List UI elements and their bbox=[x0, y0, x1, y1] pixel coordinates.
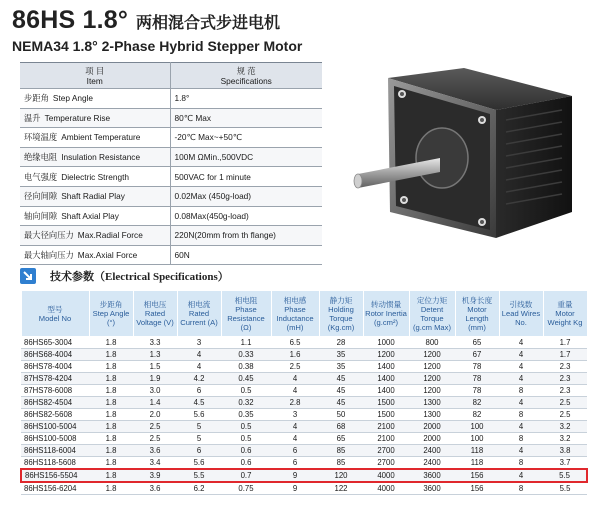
value-cell: 3.0 bbox=[133, 385, 177, 397]
electrical-spec-table bbox=[20, 290, 588, 495]
value-cell: 1.8 bbox=[89, 409, 133, 421]
item-header-en: Item bbox=[86, 75, 103, 86]
column-header bbox=[221, 291, 271, 337]
value-cell: 4 bbox=[271, 373, 319, 385]
value-cell: 85 bbox=[319, 457, 363, 470]
item-header bbox=[20, 63, 170, 89]
model-cell: 86HS156-5504 bbox=[21, 469, 89, 482]
value-cell: 2.5 bbox=[133, 421, 177, 433]
column-header bbox=[133, 291, 177, 337]
column-header bbox=[455, 291, 499, 337]
value-cell: 2100 bbox=[363, 421, 409, 433]
column-header-cn: 重量 bbox=[557, 300, 573, 309]
column-header-cn: 相电流 bbox=[187, 300, 211, 309]
value-cell: 65 bbox=[319, 433, 363, 445]
column-header bbox=[409, 291, 455, 337]
spec-item-en: Temperature Rise bbox=[44, 112, 111, 123]
section-title bbox=[50, 268, 229, 284]
value-cell: 4 bbox=[499, 397, 543, 409]
table-row bbox=[21, 385, 587, 397]
value-cell: 5.6 bbox=[177, 409, 221, 421]
value-cell: 0.45 bbox=[221, 373, 271, 385]
value-cell: 28 bbox=[319, 337, 363, 349]
value-cell: 1500 bbox=[363, 397, 409, 409]
model-cell: 86HS68-4004 bbox=[21, 349, 89, 361]
value-cell: 1400 bbox=[363, 373, 409, 385]
stepper-motor-image bbox=[336, 62, 588, 258]
value-cell: 122 bbox=[319, 482, 363, 495]
model-cell: 86HS100-5008 bbox=[21, 433, 89, 445]
column-header-en: Step Angle (°) bbox=[92, 309, 130, 327]
column-header-cn: 型号 bbox=[47, 304, 63, 314]
value-cell: 1.6 bbox=[271, 349, 319, 361]
spec-item bbox=[20, 108, 170, 128]
value-cell: 1.8 bbox=[89, 433, 133, 445]
value-cell: 3.4 bbox=[133, 457, 177, 470]
value-cell: 1.8 bbox=[89, 397, 133, 409]
value-cell: 45 bbox=[319, 397, 363, 409]
arrow-down-right-icon bbox=[20, 268, 36, 284]
spec-item-cn: 温升 bbox=[24, 112, 41, 123]
value-cell: 4 bbox=[499, 445, 543, 457]
column-header bbox=[363, 291, 409, 337]
spec-item-en: Step Angle bbox=[52, 93, 94, 104]
spec-item-en: Dielectric Strength bbox=[61, 171, 129, 182]
value-cell: 2.5 bbox=[543, 409, 587, 421]
value-cell: 1200 bbox=[409, 385, 455, 397]
value-cell: 35 bbox=[319, 361, 363, 373]
electrical-table-header bbox=[21, 291, 587, 337]
value-cell: 1.7 bbox=[543, 349, 587, 361]
spec-value: 220N(20mm from th flange) bbox=[170, 226, 322, 246]
value-cell: 4.2 bbox=[177, 373, 221, 385]
value-cell: 45 bbox=[319, 373, 363, 385]
value-cell: 0.32 bbox=[221, 397, 271, 409]
spec-value: 500VAC for 1 minute bbox=[170, 167, 322, 187]
value-cell: 6 bbox=[271, 457, 319, 470]
value-cell: 1200 bbox=[409, 373, 455, 385]
value-cell: 8 bbox=[499, 457, 543, 470]
column-header-en: Holding Torque (Kg.cm) bbox=[327, 304, 355, 332]
spec-item-cn: 步距角 bbox=[24, 93, 49, 104]
value-cell: 1.3 bbox=[133, 349, 177, 361]
value-cell: 3 bbox=[271, 409, 319, 421]
value-cell: 0.6 bbox=[221, 445, 271, 457]
value-cell: 0.5 bbox=[221, 385, 271, 397]
value-cell: 1.9 bbox=[133, 373, 177, 385]
value-cell: 2700 bbox=[363, 445, 409, 457]
model-cell: 86HS82-4504 bbox=[21, 397, 89, 409]
value-cell: 2.3 bbox=[543, 361, 587, 373]
value-cell: 1.8 bbox=[89, 482, 133, 495]
column-header bbox=[499, 291, 543, 337]
value-cell: 800 bbox=[409, 337, 455, 349]
value-cell: 78 bbox=[455, 361, 499, 373]
value-cell: 118 bbox=[455, 445, 499, 457]
spec-item bbox=[20, 89, 170, 109]
value-cell: 4 bbox=[499, 373, 543, 385]
spec-value: 100M ΩMin.,500VDC bbox=[170, 147, 322, 167]
spec-item-cn: 电气强度 bbox=[24, 171, 58, 182]
value-cell: 3.2 bbox=[543, 433, 587, 445]
value-cell: 1200 bbox=[363, 349, 409, 361]
value-cell: 68 bbox=[319, 421, 363, 433]
column-header-cn: 转动惯量 bbox=[370, 300, 402, 309]
value-cell: 4 bbox=[499, 337, 543, 349]
column-header bbox=[21, 291, 89, 337]
spec-header bbox=[170, 63, 322, 89]
column-header-cn: 引线数 bbox=[509, 300, 533, 309]
spec-item-cn: 最大径向压力 bbox=[24, 230, 74, 241]
model-cell: 86HS156-6204 bbox=[21, 482, 89, 495]
value-cell: 9 bbox=[271, 469, 319, 482]
item-header-cn: 项 目 bbox=[85, 65, 105, 76]
value-cell: 5.5 bbox=[177, 469, 221, 482]
value-cell: 2400 bbox=[409, 457, 455, 470]
value-cell: 100 bbox=[455, 421, 499, 433]
value-cell: 0.35 bbox=[221, 409, 271, 421]
value-cell: 1.8 bbox=[89, 385, 133, 397]
table-row bbox=[21, 409, 587, 421]
value-cell: 8 bbox=[499, 409, 543, 421]
table-row bbox=[21, 482, 587, 495]
spec-item-cn: 最大轴向压力 bbox=[24, 250, 74, 261]
page-title bbox=[12, 6, 280, 35]
model-cell: 86HS118-5608 bbox=[21, 457, 89, 470]
value-cell: 2.5 bbox=[133, 433, 177, 445]
value-cell: 1.8 bbox=[89, 361, 133, 373]
value-cell: 65 bbox=[455, 337, 499, 349]
column-header-en: Detent Torque (g.cm Max) bbox=[413, 304, 451, 332]
value-cell: 4 bbox=[271, 421, 319, 433]
column-header-en: Motor Weight Kg bbox=[547, 309, 583, 327]
section-heading bbox=[20, 266, 229, 286]
value-cell: 1.8 bbox=[89, 445, 133, 457]
value-cell: 4 bbox=[499, 421, 543, 433]
value-cell: 2.3 bbox=[543, 373, 587, 385]
value-cell: 0.75 bbox=[221, 482, 271, 495]
model-cell: 86HS118-6004 bbox=[21, 445, 89, 457]
value-cell: 4 bbox=[271, 433, 319, 445]
value-cell: 1.8 bbox=[89, 349, 133, 361]
spec-row bbox=[20, 206, 322, 226]
value-cell: 6.5 bbox=[271, 337, 319, 349]
value-cell: 1.8 bbox=[89, 337, 133, 349]
spec-item bbox=[20, 167, 170, 187]
value-cell: 1300 bbox=[409, 397, 455, 409]
value-cell: 0.6 bbox=[221, 457, 271, 470]
value-cell: 0.5 bbox=[221, 421, 271, 433]
value-cell: 4 bbox=[177, 361, 221, 373]
spec-item bbox=[20, 206, 170, 226]
column-header-en: Phase Inductance (mH) bbox=[276, 304, 314, 332]
spec-table-header bbox=[20, 63, 322, 89]
value-cell: 1200 bbox=[409, 361, 455, 373]
table-row bbox=[21, 337, 587, 349]
value-cell: 5 bbox=[177, 421, 221, 433]
spec-item bbox=[20, 186, 170, 206]
value-cell: 2.5 bbox=[543, 397, 587, 409]
column-header-cn: 静力矩 bbox=[329, 295, 353, 305]
value-cell: 2400 bbox=[409, 445, 455, 457]
table-row bbox=[21, 349, 587, 361]
value-cell: 1200 bbox=[409, 349, 455, 361]
spec-value: 80℃ Max bbox=[170, 108, 322, 128]
value-cell: 2100 bbox=[363, 433, 409, 445]
section-title-en: （Electrical Specifications） bbox=[94, 271, 229, 283]
value-cell: 2.5 bbox=[271, 361, 319, 373]
value-cell: 3600 bbox=[409, 482, 455, 495]
value-cell: 45 bbox=[319, 385, 363, 397]
value-cell: 8 bbox=[499, 482, 543, 495]
value-cell: 1.8 bbox=[89, 457, 133, 470]
model-cell: 86HS82-5608 bbox=[21, 409, 89, 421]
column-header bbox=[177, 291, 221, 337]
value-cell: 0.33 bbox=[221, 349, 271, 361]
spec-item bbox=[20, 147, 170, 167]
value-cell: 3.7 bbox=[543, 457, 587, 470]
value-cell: 2.0 bbox=[133, 409, 177, 421]
spec-value: 0.08Max(450g-load) bbox=[170, 206, 322, 226]
column-header-en: Model No bbox=[38, 313, 72, 323]
spec-item-cn: 轴向间隙 bbox=[24, 210, 58, 221]
value-cell: 100 bbox=[455, 433, 499, 445]
spec-row bbox=[20, 89, 322, 109]
value-cell: 4000 bbox=[363, 482, 409, 495]
spec-header-en: Specifications bbox=[220, 75, 272, 86]
value-cell: 118 bbox=[455, 457, 499, 470]
value-cell: 2000 bbox=[409, 433, 455, 445]
value-cell: 4 bbox=[499, 361, 543, 373]
value-cell: 1.8 bbox=[89, 469, 133, 482]
spec-row bbox=[20, 108, 322, 128]
column-header-cn: 定位力矩 bbox=[416, 295, 448, 305]
model-cell: 86HS65-3004 bbox=[21, 337, 89, 349]
value-cell: 2000 bbox=[409, 421, 455, 433]
table-row bbox=[21, 457, 587, 470]
table-row bbox=[21, 445, 587, 457]
column-header-cn: 相电压 bbox=[143, 300, 167, 309]
table-row bbox=[21, 373, 587, 385]
spec-table bbox=[20, 62, 322, 265]
value-cell: 3.2 bbox=[543, 421, 587, 433]
value-cell: 50 bbox=[319, 409, 363, 421]
value-cell: 1.8 bbox=[89, 373, 133, 385]
value-cell: 120 bbox=[319, 469, 363, 482]
value-cell: 2.8 bbox=[271, 397, 319, 409]
value-cell: 3600 bbox=[409, 469, 455, 482]
column-header-en: Rotor Inertia (g.cm²) bbox=[365, 309, 407, 327]
spec-row bbox=[20, 128, 322, 148]
model-cell: 87HS78-4204 bbox=[21, 373, 89, 385]
spec-row bbox=[20, 226, 322, 246]
value-cell: 6.2 bbox=[177, 482, 221, 495]
highlighted-table-row bbox=[21, 469, 587, 482]
value-cell: 1300 bbox=[409, 409, 455, 421]
spec-item-en: Max.Axial Force bbox=[77, 250, 138, 261]
value-cell: 78 bbox=[455, 373, 499, 385]
value-cell: 5.6 bbox=[177, 457, 221, 470]
value-cell: 82 bbox=[455, 409, 499, 421]
value-cell: 4 bbox=[271, 385, 319, 397]
value-cell: 1400 bbox=[363, 361, 409, 373]
column-header-en: Rated Voltage (V) bbox=[136, 309, 174, 327]
value-cell: 4 bbox=[499, 349, 543, 361]
column-header bbox=[89, 291, 133, 337]
spec-item-cn: 径向间隙 bbox=[24, 191, 58, 202]
value-cell: 1.8 bbox=[89, 421, 133, 433]
spec-item-cn: 绝缘电阻 bbox=[24, 152, 58, 163]
spec-value: 60N bbox=[170, 245, 322, 265]
value-cell: 3.9 bbox=[133, 469, 177, 482]
value-cell: 1.7 bbox=[543, 337, 587, 349]
value-cell: 5.5 bbox=[543, 482, 587, 495]
value-cell: 4.5 bbox=[177, 397, 221, 409]
table-row bbox=[21, 361, 587, 373]
column-header-en: Motor Length (mm) bbox=[465, 304, 489, 332]
value-cell: 85 bbox=[319, 445, 363, 457]
column-header bbox=[271, 291, 319, 337]
spec-row bbox=[20, 186, 322, 206]
value-cell: 4 bbox=[177, 349, 221, 361]
value-cell: 8 bbox=[499, 433, 543, 445]
spec-item bbox=[20, 245, 170, 265]
table-row bbox=[21, 397, 587, 409]
value-cell: 78 bbox=[455, 385, 499, 397]
value-cell: 1.4 bbox=[133, 397, 177, 409]
value-cell: 0.7 bbox=[221, 469, 271, 482]
value-cell: 1500 bbox=[363, 409, 409, 421]
spec-value: 0.02Max (450g-load) bbox=[170, 186, 322, 206]
section-title-cn: 技术参数 bbox=[50, 270, 94, 283]
value-cell: 3.6 bbox=[133, 482, 177, 495]
spec-row bbox=[20, 245, 322, 265]
spec-value: 1.8° bbox=[170, 89, 322, 109]
value-cell: 67 bbox=[455, 349, 499, 361]
value-cell: 6 bbox=[177, 385, 221, 397]
column-header-cn: 步距角 bbox=[99, 300, 123, 309]
column-header bbox=[319, 291, 363, 337]
column-header-cn: 相电感 bbox=[283, 295, 307, 305]
value-cell: 82 bbox=[455, 397, 499, 409]
spec-header-cn: 规 范 bbox=[236, 65, 256, 76]
value-cell: 6 bbox=[271, 445, 319, 457]
title-chinese: 两相混合式步进电机 bbox=[136, 13, 281, 32]
column-header-en: Phase Resistance (Ω) bbox=[227, 304, 265, 332]
value-cell: 2.3 bbox=[543, 385, 587, 397]
spec-item-en: Ambient Temperature bbox=[61, 132, 141, 143]
value-cell: 9 bbox=[271, 482, 319, 495]
value-cell: 2700 bbox=[363, 457, 409, 470]
value-cell: 4000 bbox=[363, 469, 409, 482]
spec-row bbox=[20, 167, 322, 187]
spec-item bbox=[20, 226, 170, 246]
spec-item-en: Insulation Resistance bbox=[61, 152, 141, 163]
model-title: 86HS 1.8° bbox=[12, 6, 129, 34]
spec-item-en: Max.Radial Force bbox=[77, 230, 143, 241]
value-cell: 3.6 bbox=[133, 445, 177, 457]
spec-value: -20℃ Max~+50℃ bbox=[170, 128, 322, 148]
column-header-en: Rated Current (A) bbox=[180, 309, 218, 327]
model-cell: 87HS78-6008 bbox=[21, 385, 89, 397]
column-header bbox=[543, 291, 587, 337]
column-header-cn: 机身长度 bbox=[461, 295, 493, 305]
value-cell: 1.1 bbox=[221, 337, 271, 349]
value-cell: 1400 bbox=[363, 385, 409, 397]
value-cell: 156 bbox=[455, 469, 499, 482]
value-cell: 3.3 bbox=[133, 337, 177, 349]
value-cell: 6 bbox=[177, 445, 221, 457]
model-cell: 86HS100-5004 bbox=[21, 421, 89, 433]
value-cell: 5 bbox=[177, 433, 221, 445]
value-cell: 3.8 bbox=[543, 445, 587, 457]
model-cell: 86HS78-4004 bbox=[21, 361, 89, 373]
table-row bbox=[21, 433, 587, 445]
value-cell: 1.5 bbox=[133, 361, 177, 373]
value-cell: 156 bbox=[455, 482, 499, 495]
value-cell: 8 bbox=[499, 385, 543, 397]
spec-item-cn: 环境温度 bbox=[24, 132, 58, 143]
table-row bbox=[21, 421, 587, 433]
spec-row bbox=[20, 147, 322, 167]
value-cell: 35 bbox=[319, 349, 363, 361]
value-cell: 0.38 bbox=[221, 361, 271, 373]
spec-item-en: Shaft Axial Play bbox=[61, 210, 119, 221]
value-cell: 5.5 bbox=[543, 469, 587, 482]
value-cell: 1000 bbox=[363, 337, 409, 349]
value-cell: 3 bbox=[177, 337, 221, 349]
column-header-en: Lead Wires No. bbox=[501, 309, 541, 327]
value-cell: 0.5 bbox=[221, 433, 271, 445]
value-cell: 4 bbox=[499, 469, 543, 482]
spec-item-en: Shaft Radial Play bbox=[61, 191, 125, 202]
subtitle: NEMA34 1.8° 2-Phase Hybrid Stepper Motor bbox=[12, 38, 303, 54]
spec-item bbox=[20, 128, 170, 148]
column-header-cn: 相电阻 bbox=[234, 295, 258, 305]
